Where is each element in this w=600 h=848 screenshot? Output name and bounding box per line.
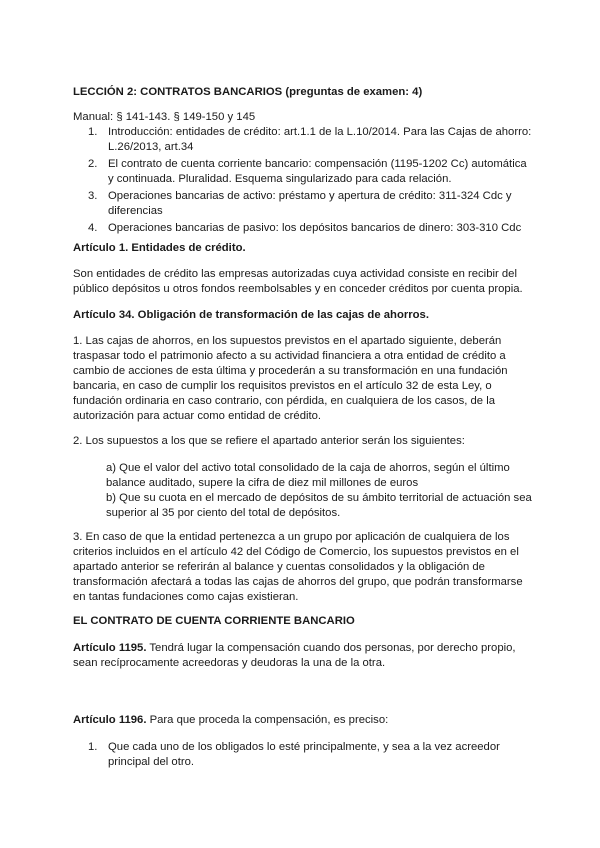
- article-1195: [73, 641, 533, 671]
- article-1196-item-text: Que cada uno de los obligados lo esté principalmente, y sea a la vez acreedor principal del otro.: [108, 741, 500, 768]
- manual-item-text: Operaciones bancarias de pasivo: los depósitos bancarios de dinero: 303-310 Cdc: [108, 222, 522, 234]
- manual-item-number: 1.: [88, 126, 98, 138]
- article-1-body: Son entidades de crédito las empresas autorizadas cuya actividad consiste en recibir del público depósitos u otros fondos reembolsables y en conceder créditos por cuenta propia.: [73, 268, 523, 295]
- manual-list: [73, 125, 533, 238]
- manual-item-text: El contrato de cuenta corriente bancario: compensación (1195-1202 Cc) automática y continuada. Pluralidad. Esquema singularizado para cada relación.: [108, 158, 527, 185]
- manual-item: [73, 221, 533, 236]
- manual-item-text: Introducción: entidades de crédito: art.1.1 de la L.10/2014. Para las Cajas de ahorro: L.26/2013, art.34: [108, 126, 532, 153]
- manual-item-number: 4.: [88, 222, 98, 234]
- article-1196-list: [73, 740, 533, 772]
- article-1-heading: Artículo 1. Entidades de crédito.: [73, 242, 246, 254]
- manual-item-number: 3.: [88, 190, 98, 202]
- manual-item-text: Operaciones bancarias de activo: préstamo y apertura de crédito: 311-324 Cdc y diferencias: [108, 190, 512, 217]
- article-1196-text: Para que proceda la compensación, es preciso:: [146, 714, 389, 726]
- article-1196-item-number: 1.: [88, 741, 98, 753]
- manual-item: [73, 157, 533, 187]
- article-1196: [73, 713, 533, 728]
- article-1195-label: Artículo 1195.: [73, 642, 147, 654]
- article-1195-text: Tendrá lugar la compensación cuando dos personas, por derecho propio, sean recíprocamente acreedoras y deudoras la una de la otra.: [73, 642, 516, 669]
- article-34-item-a: a) Que el valor del activo total consolidado de la caja de ahorros, según el último balance auditado, supere la cifra de diez mil millones de euros: [106, 462, 510, 489]
- manual-item: [73, 189, 533, 219]
- manual-label: Manual: § 141-143. § 149-150 y 145: [73, 111, 256, 123]
- lesson-title-main: LECCIÓN 2: CONTRATOS BANCARIOS: [73, 86, 283, 98]
- article-34-paragraph-2: 2. Los supuestos a los que se refiere el apartado anterior serán los siguientes:: [73, 435, 465, 447]
- article-34-paragraph-3: 3. En caso de que la entidad pertenezca a un grupo por aplicación de cualquiera de los criterios incluidos en el artículo 42 del Código de Comercio, los supuestos previstos en el apartado anterior se referirán al balance y cuentas consolidados y la obligación de transformación afectará a todas las cajas de ahorros del grupo, que podrán transformarse en tantas fundaciones como cajas existieran.: [73, 531, 523, 603]
- manual-item: [73, 125, 533, 155]
- article-1196-item: [73, 740, 533, 770]
- lesson-title: [73, 85, 533, 100]
- article-34-item-b: b) Que su cuota en el mercado de depósitos de su ámbito territorial de actuación sea superior al 35 por ciento del total de depósitos.: [106, 492, 532, 519]
- article-34-paragraph-1: 1. Las cajas de ahorros, en los supuestos previstos en el apartado siguiente, deberán traspasar todo el patrimonio afecto a su actividad financiera a otra entidad de crédito a cambio de acciones de esta última y procederán a su transformación en una fundación bancaria, en caso de cumplir los requisitos previstos en el artículo 32 de esta Ley, o fundación ordinaria en caso contrario, con pérdida, en cualquiera de los casos, de la autorización para actuar como entidad de crédito.: [73, 335, 508, 422]
- manual-item-number: 2.: [88, 158, 98, 170]
- lesson-title-suffix: (preguntas de examen: 4): [282, 86, 423, 98]
- section-2-heading: EL CONTRATO DE CUENTA CORRIENTE BANCARIO: [73, 615, 355, 627]
- article-34-heading: Artículo 34. Obligación de transformación de las cajas de ahorros.: [73, 309, 429, 321]
- article-34-subitems: [106, 461, 536, 521]
- article-1196-label: Artículo 1196.: [73, 714, 147, 726]
